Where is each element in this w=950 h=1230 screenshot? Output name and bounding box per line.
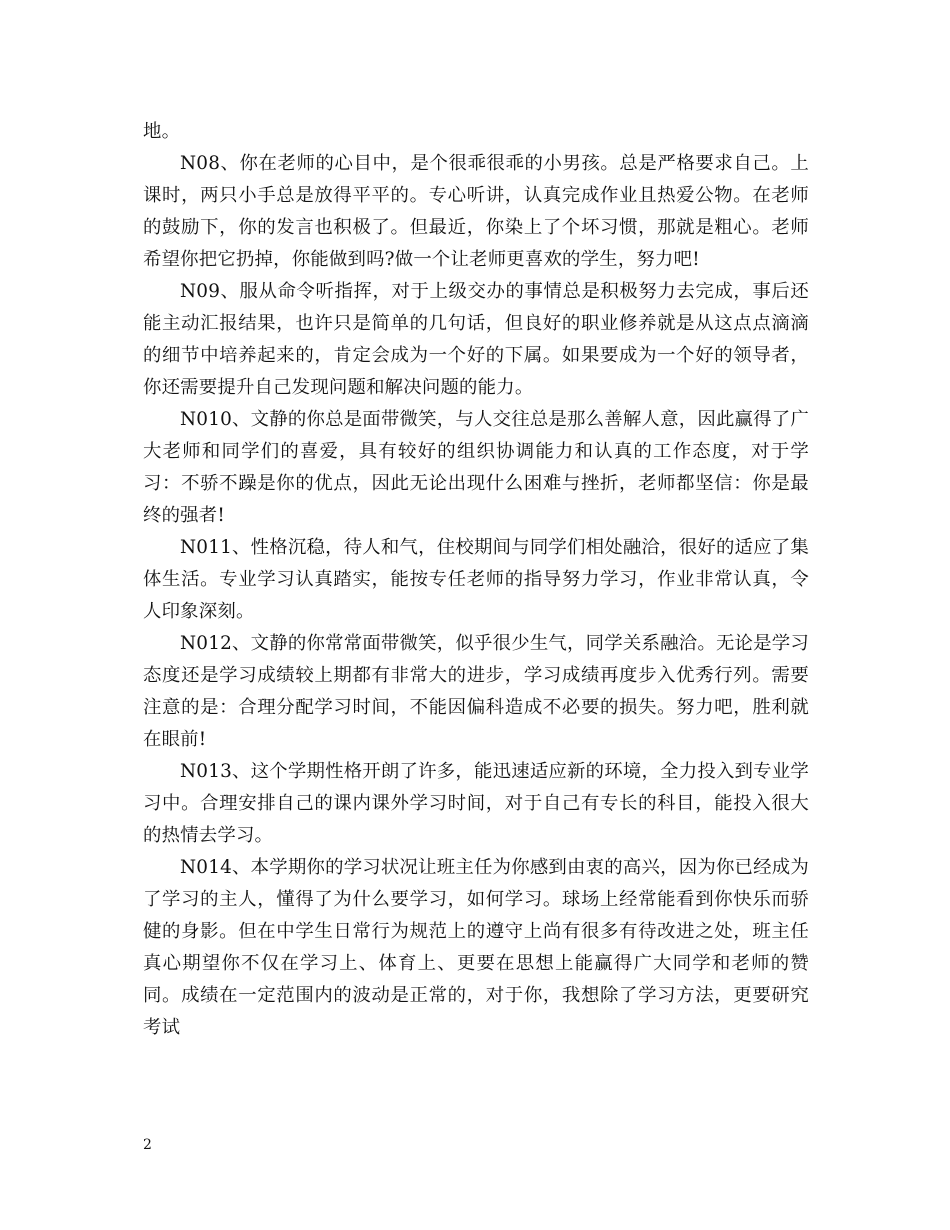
page-number: 2	[143, 1137, 152, 1153]
paragraph-n011: N011、性格沉稳，待人和气，住校期间与同学们相处融洽，很好的适应了集体生活。专业学习认真踏实，能按专任老师的指导努力学习，作业非常认真，令人印象深刻。	[143, 537, 809, 622]
paragraph-n013: N013、这个学期性格开朗了许多，能迅速适应新的环境，全力投入到专业学习中。合理安排自己的课内课外学习时间，对于自己有专长的科目，能投入很大的热情去学习。	[143, 761, 809, 846]
paragraph-n09: N09、服从命令听指挥，对于上级交办的事情总是积极努力去完成，事后还能主动汇报结果，也许只是简单的几句话，但良好的职业修养就是从这点点滴滴的细节中培养起来的，肯定会成为一个好的下属。如果要成为一个好的领导者，你还需要提升自己发现问题和解决问题的能力。	[143, 281, 809, 398]
paragraph-n08: N08、你在老师的心目中，是个很乖很乖的小男孩。总是严格要求自己。上课时，两只小手总是放得平平的。专心听讲，认真完成作业且热爱公物。在老师的鼓励下，你的发言也积极了。但最近，你染上了个坏习惯，那就是粗心。老师希望你把它扔掉，你能做到吗?做一个让老师更喜欢的学生，努力吧!	[143, 153, 809, 270]
paragraph-n012: N012、文静的你常常面带微笑，似乎很少生气，同学关系融洽。无论是学习态度还是学习成绩较上期都有非常大的进步，学习成绩再度步入优秀行列。需要注意的是：合理分配学习时间，不能因偏科造成不必要的损失。努力吧，胜利就在眼前!	[143, 633, 809, 750]
document-body	[143, 116, 809, 1044]
paragraph-n010: N010、文静的你总是面带微笑，与人交往总是那么善解人意，因此赢得了广大老师和同学们的喜爱，具有较好的组织协调能力和认真的工作态度，对于学习：不骄不躁是你的优点，因此无论出现什么困难与挫折，老师都坚信：你是最终的强者!	[143, 409, 809, 526]
paragraph-continuation: 地。	[143, 121, 181, 142]
paragraph-n014: N014、本学期你的学习状况让班主任为你感到由衷的高兴，因为你已经成为了学习的主人，懂得了为什么要学习，如何学习。球场上经常能看到你快乐而骄健的身影。但在中学生日常行为规范上的遵守上尚有很多有待改进之处，班主任真心期望你不仅在学习上、体育上、更要在思想上能赢得广大同学和老师的赞同。成绩在一定范围内的波动是正常的，对于你，我想除了学习方法，更要研究考试	[143, 857, 809, 1038]
